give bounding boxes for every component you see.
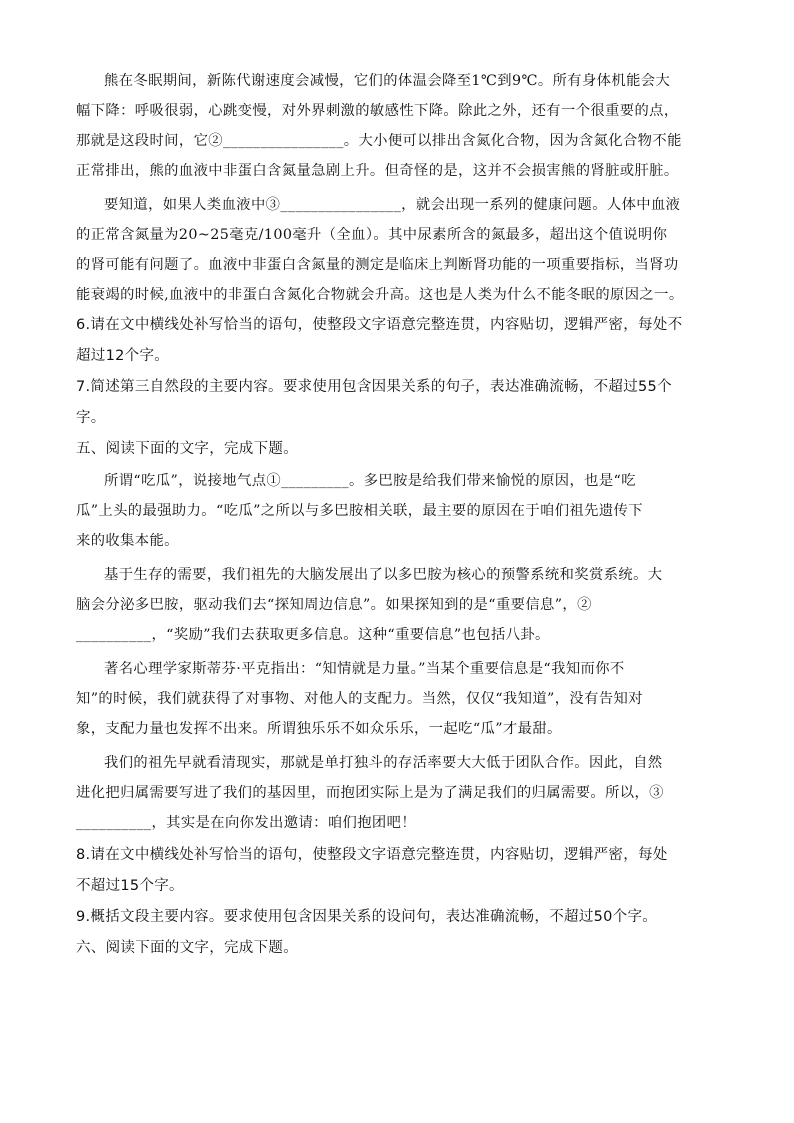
question-6: 6.请在文中横线处补写恰当的语句，使整段文字语意完整连贯，内容贴切，逻辑严密，每处不 [76, 317, 683, 333]
section-5-heading: 五、阅读下面的文字，完成下题。 [76, 441, 298, 457]
question-8-cont: 不超过15个字。 [76, 878, 184, 894]
passage-line: __________，“奖励”我们去获取更多信息。这种“重要信息”也包括八卦。 [76, 627, 550, 643]
passage-line: 著名心理学家斯蒂芬·平克指出：“知情就是力量。”当某个重要信息是“我知而你不 [104, 661, 625, 677]
question-6-cont: 超过12个字。 [76, 348, 170, 364]
passage-line: 瓜”上头的最强助力。“吃瓜”之所以与多巴胺相关联，最主要的原因在于咱们祖先遗传下 [76, 503, 643, 519]
passage-line: 熊在冬眠期间，新陈代谢速度会减慢，它们的体温会降至1℃到9℃。所有身体机能会大 [104, 73, 671, 89]
question-9: 9.概括文段主要内容。要求使用包含因果关系的设问句，表达准确流畅，不超过50个字。 [76, 909, 658, 925]
passage-line: 所谓“吃瓜”，说接地气点①_________。多巴胺是给我们带来愉悦的原因，也是“吃 [104, 473, 636, 489]
passage-line: 进化把归属需要写进了我们的基因里，而抱团实际上是为了满足我们的归属需要。所以，③ [76, 785, 664, 801]
question-7-cont: 字。 [76, 410, 106, 426]
passage-line: 的正常含氮量为20~25毫克/100毫升（全血）。其中尿素所含的氮最多，超出这个值说明你 [76, 227, 668, 243]
question-8: 8.请在文中横线处补写恰当的语句，使整段文字语意完整连贯，内容贴切，逻辑严密，每处 [76, 847, 668, 863]
passage-line: 要知道，如果人类血液中③________________，就会出现一系列的健康问题。人体中血液 [104, 197, 681, 213]
passage-line: __________，其实是在向你发出邀请：咱们抱团吧！ [76, 815, 417, 831]
passage-line: 正常排出，熊的血液中非蛋白含氮量急剧上升。但奇怪的是，这并不会损害熊的肾脏或肝脏。 [76, 163, 679, 179]
passage-line: 我们的祖先早就看清现实，那就是单打独斗的存活率要大大低于团队合作。因此，自然 [104, 755, 663, 771]
passage-line: 的肾可能有问题了。血液中非蛋白含氮量的测定是临床上判断肾功能的一项重要指标，当肾功 [76, 257, 679, 273]
passage-line: 幅下降：呼吸很弱，心跳变慢，对外界刺激的敏感性下降。除此之外，还有一个很重要的点， [76, 103, 679, 119]
question-7: 7.简述第三自然段的主要内容。要求使用包含因果关系的句子，表达准确流畅，不超过55个 [76, 379, 672, 395]
passage-line: 象，支配力量也发挥不出来。所谓独乐乐不如众乐乐，一起吃“瓜”才最甜。 [76, 721, 562, 737]
passage-line: 基于生存的需要，我们祖先的大脑发展出了以多巴胺为核心的预警系统和奖赏系统。大 [104, 567, 663, 583]
section-6-heading: 六、阅读下面的文字，完成下题。 [76, 940, 298, 956]
passage-line: 来的收集本能。 [76, 533, 179, 549]
passage-line: 能衰竭的时候,血液中的非蛋白含氮化合物就会升高。这也是人类为什么不能冬眠的原因之一。 [76, 287, 684, 303]
passage-line: 知”的时候，我们就获得了对事物、对他人的支配力。当然，仅仅“我知道”，没有告知对 [76, 691, 643, 707]
passage-line: 那就是这段时间，它②________________。大小便可以排出含氮化合物，因为含氮化合物不能 [76, 133, 682, 149]
passage-line: 脑会分泌多巴胺，驱动我们去“探知周边信息”。如果探知到的是“重要信息”，② [76, 597, 592, 613]
